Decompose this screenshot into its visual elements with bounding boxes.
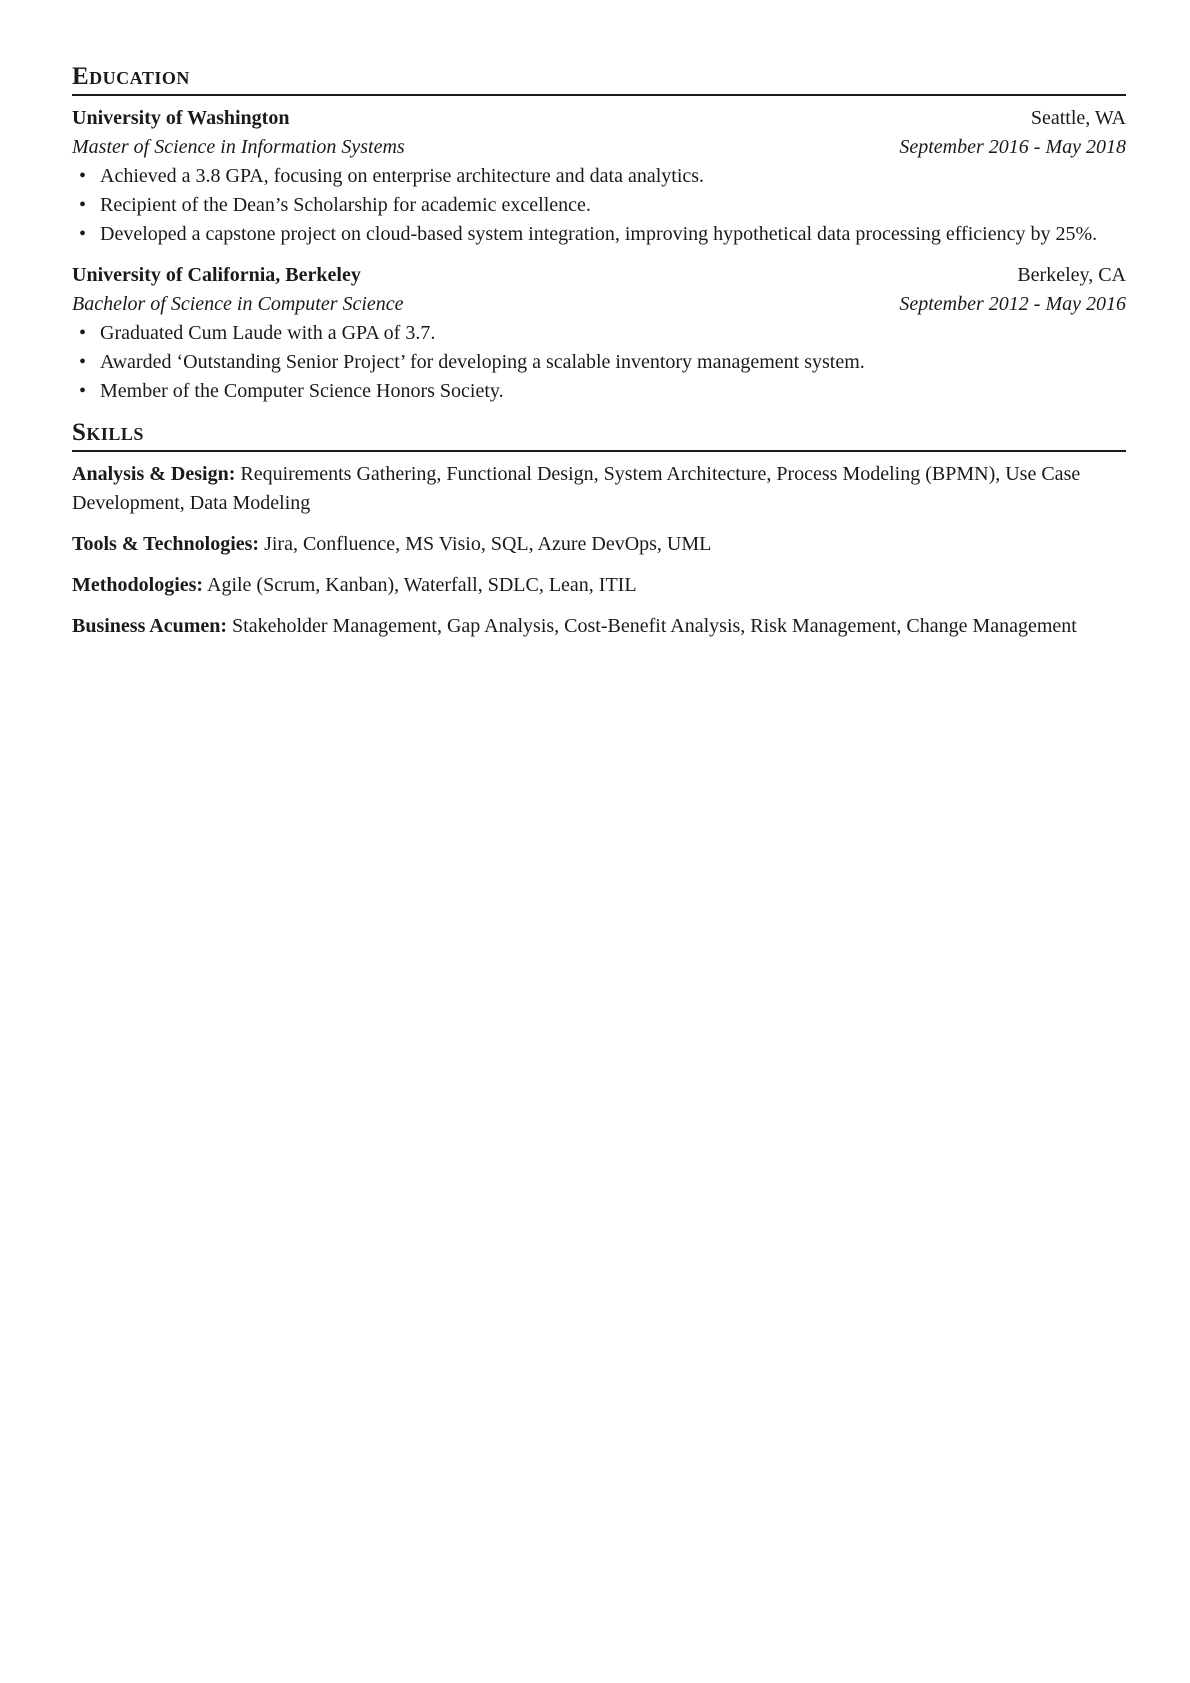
school-location: Seattle, WA [1030,107,1126,129]
skill-value: Agile (Scrum, Kanban), Waterfall, SDLC, Lean, ITIL [207,574,637,596]
school-name: University of California, Berkeley [72,264,361,286]
bullet-text: Developed a capstone project on cloud-based system integration, improving hypothetical data processing efficiency by 25%. [100,223,1098,245]
section-title-skills: Skills [72,418,1126,452]
school-location: Berkeley, CA [1017,264,1126,286]
education-degree-row [72,133,1126,162]
bullet-text: Awarded ‘Outstanding Senior Project’ for developing a scalable inventory management system. [100,351,865,373]
bullet-icon: • [79,165,87,187]
skill-line [72,571,1126,600]
skill-value: Jira, Confluence, MS Visio, SQL, Azure DevOps, UML [264,533,712,555]
education-entry [72,261,1126,406]
bullet-item [72,191,1126,220]
bullet-item [72,348,1126,377]
skill-line [72,460,1126,518]
bullet-text: Recipient of the Dean’s Scholarship for academic excellence. [100,194,591,216]
bullet-icon: • [79,351,87,373]
skill-label: Methodologies: [72,574,204,596]
bullet-item [72,319,1126,348]
skills-list [72,460,1126,641]
education-dates: September 2012 - May 2016 [899,293,1126,315]
school-name: University of Washington [72,107,290,129]
education-degree-row [72,290,1126,319]
skill-value: Stakeholder Management, Gap Analysis, Cost-Benefit Analysis, Risk Management, Change Management [232,615,1077,637]
bullet-icon: • [79,223,87,245]
education-bullets [72,162,1126,249]
section-title-education: Education [72,62,1126,96]
resume-page [72,62,1126,653]
bullet-item [72,162,1126,191]
bullet-text: Member of the Computer Science Honors Society. [100,380,504,402]
degree-name: Bachelor of Science in Computer Science [72,293,404,315]
bullet-icon: • [79,194,87,216]
bullet-icon: • [79,322,87,344]
education-header-row [72,104,1126,133]
bullet-icon: • [79,380,87,402]
skill-label: Tools & Technologies: [72,533,260,555]
bullet-item [72,220,1126,249]
skill-label: Analysis & Design: [72,463,236,485]
education-entry [72,104,1126,249]
skill-value: Requirements Gathering, Functional Design, System Architecture, Process Modeling (BPMN), Use Case Development, Data Modeling [72,463,1081,514]
skill-label: Business Acumen: [72,615,228,637]
degree-name: Master of Science in Information Systems [72,136,405,158]
skill-line [72,530,1126,559]
skill-line [72,612,1126,641]
bullet-text: Graduated Cum Laude with a GPA of 3.7. [100,322,436,344]
education-bullets [72,319,1126,406]
bullet-text: Achieved a 3.8 GPA, focusing on enterprise architecture and data analytics. [100,165,705,187]
education-header-row [72,261,1126,290]
education-dates: September 2016 - May 2018 [899,136,1126,158]
bullet-item [72,377,1126,406]
